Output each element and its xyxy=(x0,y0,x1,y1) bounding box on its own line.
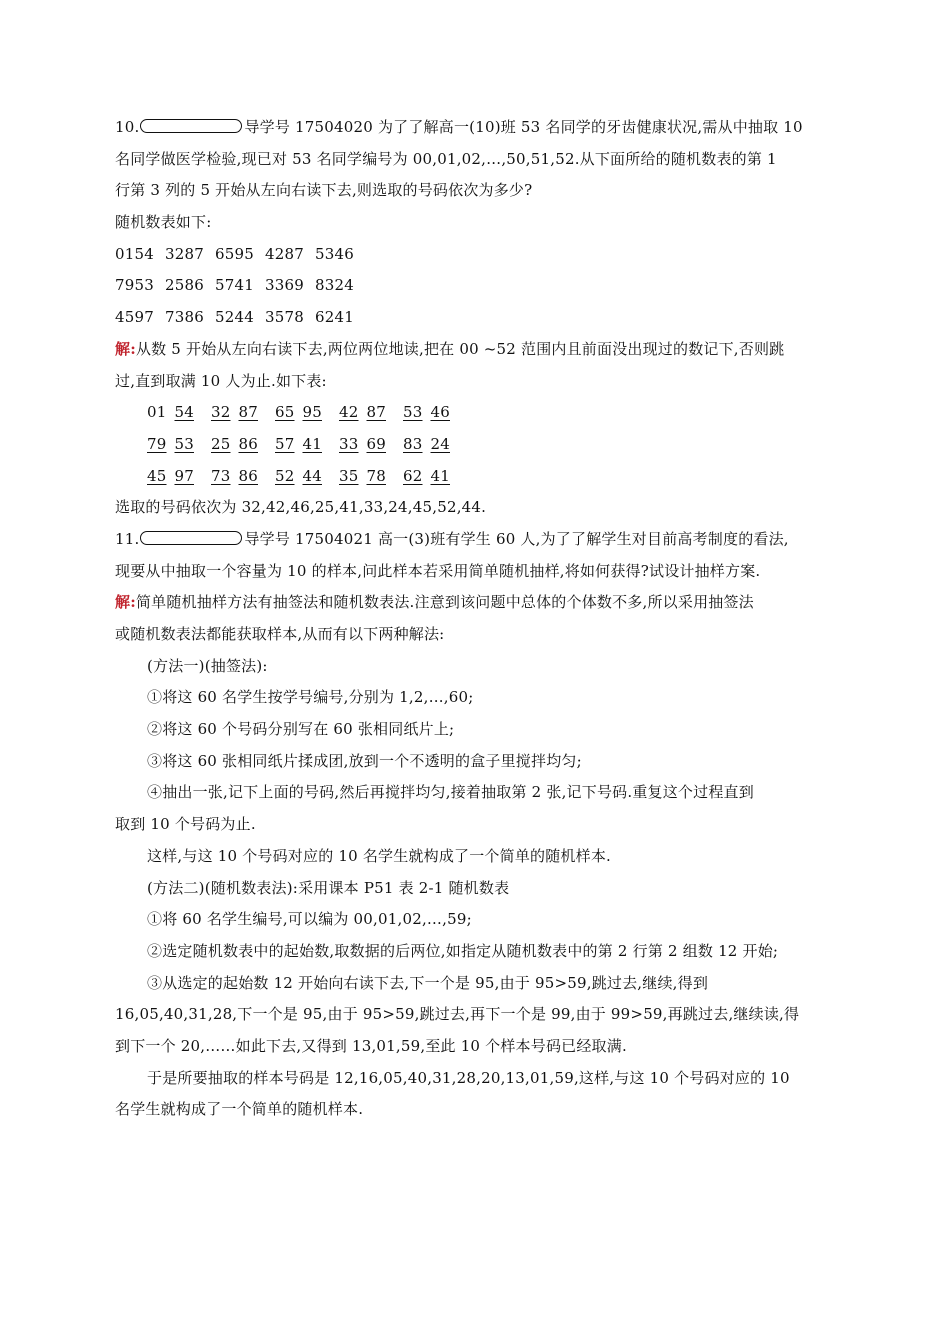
pair-first: 62 xyxy=(403,466,423,485)
pair-second: 46 xyxy=(430,403,450,422)
pair-first: 79 xyxy=(147,434,167,453)
table-cell: 7386 xyxy=(165,308,204,327)
table-cell: 3369 xyxy=(265,276,304,295)
pair-second: 54 xyxy=(174,403,194,422)
pair xyxy=(275,461,330,493)
pair xyxy=(211,461,266,493)
pair-row xyxy=(115,397,835,429)
pair xyxy=(403,397,458,429)
table-cell: 5244 xyxy=(215,308,254,327)
method1-step4: ④抽出一张,记下上面的号码,然后再搅拌均匀,接着抽取第 2 张,记下号码.重复这个过程直到 xyxy=(147,783,754,802)
q11-number: 11. xyxy=(115,529,140,548)
method2-step1: ①将 60 名学生编号,可以编为 00,01,02,…,59; xyxy=(147,910,472,929)
method2-step3-cont: 16,05,40,31,28,下一个是 95,由于 95>59,跳过去,再下一个是 99,由于 99>59,再跳过去,继续读,得 xyxy=(115,1005,800,1024)
table-cell: 3578 xyxy=(265,308,304,327)
pair-second: 24 xyxy=(430,434,450,453)
q11-text-1: 导学号 17504021 高一(3)班有学生 60 人,为了了解学生对目前高考制度的看法, xyxy=(244,529,789,548)
random-table-row xyxy=(115,239,835,271)
table-cell: 3287 xyxy=(165,244,204,263)
pair-second: 69 xyxy=(366,434,386,453)
pair-second: 87 xyxy=(366,403,386,422)
table-cell: 6241 xyxy=(315,308,354,327)
pair-first: 32 xyxy=(211,403,231,422)
pair-first: 25 xyxy=(211,434,231,453)
pair xyxy=(211,429,266,461)
pair xyxy=(275,429,330,461)
pair xyxy=(339,461,394,493)
pair-first: 52 xyxy=(275,466,295,485)
pair-second: 87 xyxy=(238,403,258,422)
table-cell: 6595 xyxy=(215,244,254,263)
pair-second: 97 xyxy=(174,466,194,485)
solution-label: 解: xyxy=(115,339,136,358)
pair xyxy=(403,461,458,493)
table-cell: 4597 xyxy=(115,308,154,327)
method1-step2: ②将这 60 个号码分别写在 60 张相同纸片上; xyxy=(147,720,455,739)
method2-step2: ②选定随机数表中的起始数,取数据的后两位,如指定从随机数表中的第 2 行第 2 组数 12 开始; xyxy=(147,941,779,960)
method1-title: (方法一)(抽签法): xyxy=(147,656,268,675)
q11-solution-line-2: 或随机数表法都能获取样本,从而有以下两种解法: xyxy=(115,625,445,643)
table-cell: 7953 xyxy=(115,276,154,295)
table-cell: 2586 xyxy=(165,276,204,295)
table-cell: 5346 xyxy=(315,244,354,263)
q11-line-2: 现要从中抽取一个容量为 10 的样本,问此样本若采用简单随机抽样,将如何获得?试设计抽样方案. xyxy=(115,561,761,580)
method2-step3: ③从选定的起始数 12 开始向右读下去,下一个是 95,由于 95>59,跳过去,继续,得到 xyxy=(147,973,709,992)
q11-solution-line-1 xyxy=(115,587,835,619)
pair-first: 33 xyxy=(339,434,359,453)
table-cell: 8324 xyxy=(315,276,354,295)
pair xyxy=(147,461,202,493)
solution-text: 从数 5 开始从左向右读下去,两位两位地读,把在 00 ~52 范围内且前面没出现过的数记下,否则跳 xyxy=(135,339,785,358)
q10-line-3: 行第 3 列的 5 开始从左向右读下去,则选取的号码依次为多少? xyxy=(115,181,533,200)
pair xyxy=(275,397,330,429)
pair-second: 86 xyxy=(238,434,258,453)
final-conclusion-cont: 名学生就构成了一个简单的随机样本. xyxy=(115,1100,364,1119)
pair-second: 41 xyxy=(302,434,322,453)
random-table-row xyxy=(115,302,835,334)
solution-text: 简单随机抽样方法有抽签法和随机数表法.注意到该问题中总体的个体数不多,所以采用抽签法 xyxy=(135,593,754,612)
q10-result: 选取的号码依次为 32,42,46,25,41,33,24,45,52,44. xyxy=(115,498,487,517)
pair-first: 83 xyxy=(403,434,423,453)
pair-second: 41 xyxy=(430,466,450,485)
pair-first: 73 xyxy=(211,466,231,485)
blank-tag-icon xyxy=(140,531,242,545)
pair-second: 86 xyxy=(238,466,258,485)
method1-step1: ①将这 60 名学生按学号编号,分别为 1,2,…,60; xyxy=(147,688,474,707)
final-conclusion: 于是所要抽取的样本号码是 12,16,05,40,31,28,20,13,01,59,这样,与这 10 个号码对应的 10 xyxy=(147,1068,790,1087)
pair-first: 53 xyxy=(403,403,423,422)
pair xyxy=(403,429,458,461)
method2-step3-cont: 到下一个 20,……如此下去,又得到 13,01,59,至此 10 个样本号码已经取满. xyxy=(115,1036,627,1055)
pair-first: 35 xyxy=(339,466,359,485)
q10-solution-line-1 xyxy=(115,334,835,366)
pair xyxy=(339,397,394,429)
pair-second: 78 xyxy=(366,466,386,485)
pair xyxy=(147,397,202,429)
pair-first: 65 xyxy=(275,403,295,422)
pair xyxy=(339,429,394,461)
table-cell: 4287 xyxy=(265,244,304,263)
pair-second: 53 xyxy=(174,434,194,453)
pair xyxy=(147,429,202,461)
q11-line-1 xyxy=(115,524,835,556)
q10-solution-line-2: 过,直到取满 10 人为止.如下表: xyxy=(115,371,327,390)
q10-line-2: 名同学做医学检验,现已对 53 名同学编号为 00,01,02,…,50,51,52.从下面所给的随机数表的第 1 xyxy=(115,149,777,168)
method2-title: (方法二)(随机数表法):采用课本 P51 表 2-1 随机数表 xyxy=(147,878,510,897)
q10-text-1: 导学号 17504020 为了了解高一(10)班 53 名同学的牙齿健康状况,需从中抽取 10 xyxy=(244,118,803,136)
document-page xyxy=(115,112,835,1126)
q10-line-1 xyxy=(115,112,835,144)
table-cell: 5741 xyxy=(215,276,254,295)
method1-step4-cont: 取到 10 个号码为止. xyxy=(115,815,256,834)
method1-conclusion: 这样,与这 10 个号码对应的 10 名学生就构成了一个简单的随机样本. xyxy=(147,846,611,865)
random-table-row xyxy=(115,270,835,302)
table-cell: 0154 xyxy=(115,244,154,263)
blank-tag-icon xyxy=(140,119,242,133)
pair-first: 01 xyxy=(147,403,167,422)
pair xyxy=(211,397,266,429)
pair-first: 45 xyxy=(147,466,167,485)
method1-step3: ③将这 60 张相同纸片揉成团,放到一个不透明的盒子里搅拌均匀; xyxy=(147,751,582,770)
solution-label: 解: xyxy=(115,593,136,612)
q10-line-4: 随机数表如下: xyxy=(115,213,212,232)
pair-first: 42 xyxy=(339,403,359,422)
pair-second: 95 xyxy=(302,403,322,422)
pair-first: 57 xyxy=(275,434,295,453)
pair-row xyxy=(115,429,835,461)
pair-second: 44 xyxy=(302,466,322,485)
q10-number: 10. xyxy=(115,118,140,136)
pair-row xyxy=(115,461,835,493)
